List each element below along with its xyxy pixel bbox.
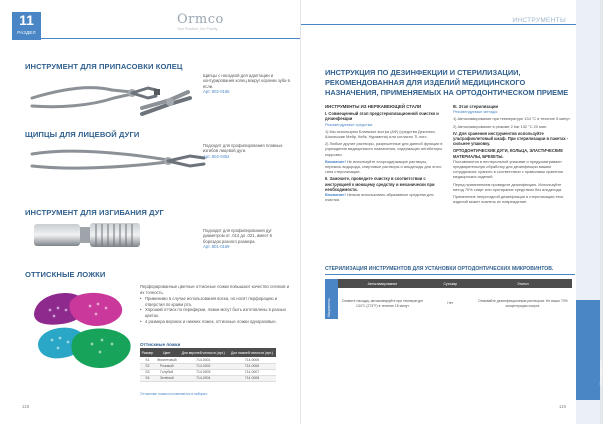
section-badge	[12, 12, 41, 40]
step1-subtitle: Рекомендуемые средства:	[325, 121, 373, 127]
table-cell: Снимите насадку, автоклавируйте при температуре 134°C (273°F) в течение 18 минут	[341, 299, 424, 308]
table-cell: S2	[140, 363, 155, 369]
band-pliers-desc-text: Щипцы с насадкой для адаптации и контурирования колец вокруг коронки зуба в ясли.	[203, 73, 290, 89]
table-row	[338, 288, 572, 319]
sterilization-title: СТЕРИЛИЗАЦИЯ ИНСТРУМЕНТОВ ДЛЯ УСТАНОВКИ ОРТОДОНТИЧЕСКИХ МИКРОВИНТОВ.	[325, 266, 554, 272]
arch-bender-art: Арт. 801-0169	[203, 244, 230, 250]
step2-title: II. Замочите, проведите очистку в соответствии с инструкцией к моющему средству и механически при необходимости.	[325, 176, 435, 192]
arch-bender-title: ИНСТРУМЕНТ ДЛЯ ИЗГИБАНИЯ ДУГ	[25, 208, 164, 217]
step3-title: III. Этап стерилизации	[453, 104, 498, 109]
table-cell: 714-0008	[228, 375, 276, 381]
step1-title: I. Совмещенный этап предстерилизационной очистки и дезинфекции	[325, 111, 439, 122]
band-pliers-desc	[203, 73, 290, 95]
ortho-item: Применение непригодной дезинфекции и стерилизации этих изделий может повлечь их повреждение.	[453, 194, 564, 205]
table-cell: 714-0002	[179, 363, 228, 369]
trays-bullet: • Хороший оттиск по периферии, ложки могут быть изготовлены в разных цветах.	[140, 307, 292, 318]
table-cell: Розовый	[155, 363, 179, 369]
chapter-title: ИНСТРУМЕНТЫ	[512, 17, 566, 24]
side-tab-active[interactable]	[576, 300, 600, 400]
facebow-pliers-photo	[28, 140, 208, 180]
table-cell: 714-0004	[179, 375, 228, 381]
section-number: 11	[19, 12, 34, 28]
sterilization-side-label: Микровинты	[327, 298, 331, 317]
logo-tagline: Your Practice. Our Priority.	[177, 27, 219, 31]
sterilization-divider	[325, 274, 575, 275]
step3-item: 1) Автоклавирование при температуре 134 °C в течение 5 минут.	[453, 116, 571, 122]
step3-item: 2) Автоклавирование в режиме 2 bar 132 °C 20 мин.	[453, 123, 548, 129]
step3-subtitle: Рекомендуемые методы:	[453, 109, 499, 115]
arch-bender-desc	[203, 228, 290, 250]
table-header-cell: Для нижней челюсти (арт.)	[228, 348, 276, 357]
table-cell: S4	[140, 375, 155, 381]
left-page	[0, 0, 300, 424]
band-pliers-detail	[140, 86, 196, 116]
trays-intro: Перфорированные цветные оттискные ложки повышают качество слепков и их точность.	[140, 284, 290, 295]
sterilization-side-label-box	[325, 279, 338, 319]
arch-bender-photo	[32, 220, 144, 250]
facebow-pliers-title: ЩИПЦЫ ДЛЯ ЛИЦЕВОЙ ДУГИ	[25, 130, 140, 139]
table-cell: 714-0001	[179, 357, 228, 363]
page-number-left: 118	[22, 404, 30, 409]
trays-bullets	[140, 296, 292, 324]
disinfection-title: ИНСТРУКЦИЯ ПО ДЕЗИНФЕКЦИИ И СТЕРИЛИЗАЦИИ, РЕКОМЕНДОВАННАЯ ДЛЯ ИЗДЕЛИЙ МЕДИЦИНСКОГО НАЗНАЧЕНИЯ, ПРИМЕНЯЕМЫХ НА ОРТОДОНТИЧЕСКОМ ПРИЕМЕ	[325, 68, 569, 97]
table-cell: S3	[140, 369, 155, 375]
step2-warning: Нельзя использовать абразивные средства для очистки.	[325, 192, 434, 203]
table-header-row	[140, 348, 276, 357]
trays-table	[140, 348, 276, 382]
trays-description	[140, 284, 292, 324]
table-cell: Отмывайте дезинфекционным раствором. Не выше 70% концентрации спирта.	[477, 299, 568, 308]
table-header-cell: Для верхней челюсти (арт.)	[179, 348, 228, 357]
facebow-pliers-art: Арт. 802-0452	[203, 153, 230, 159]
table-header-row	[338, 279, 572, 288]
table-cell: S1	[140, 357, 155, 363]
section-label: РАЗДЕЛ	[17, 30, 36, 35]
trays-bullet: • Применимо в случае использования воска, но носят перфорацию и отверстия по краям рта.	[140, 296, 292, 307]
table-cell: 714-0003	[179, 369, 228, 375]
right-page	[300, 0, 603, 424]
table-cell: 714-0007	[228, 369, 276, 375]
arch-bender-desc-text: Подходит для профилирования дуг диаметром от .014 до .021, имеет 6 бороздок разного размера.	[203, 228, 272, 244]
step1-item: 2) Любые другие растворы, разрешенные для данной функции в учреждении медицинского назначения, содержащих ингибиторы коррозии.	[325, 141, 443, 157]
table-cell: 714-0005	[228, 357, 276, 363]
band-pliers-art: Арт. 802-0165	[203, 89, 230, 95]
band-pliers-title: ИНСТРУМЕНТ ДЛЯ ПРИПАСОВКИ КОЛЕЦ	[25, 62, 183, 71]
side-tab-label: Инструменты	[598, 360, 603, 385]
table-row	[140, 375, 276, 381]
table-cell: Голубой	[155, 369, 179, 375]
table-header-cell: Автоклавирование	[338, 279, 427, 288]
table-cell: 714-0006	[228, 363, 276, 369]
table-header-cell: Размер	[140, 348, 155, 357]
table-header-cell: Сухожар	[427, 279, 474, 288]
step1-item: 1) Мы используем Бланизол экстра (АФ) (средства Деконекс, Шиольские Мейр, Кейк, Нурманни) или согласно Ti-лотс.	[325, 128, 436, 140]
table-header-cell: Цвет	[155, 348, 179, 357]
steel-heading: ИНСТРУМЕНТЫ ИЗ НЕРЖАВЕЮЩЕЙ СТАЛИ	[325, 104, 422, 109]
impression-trays-photo	[26, 284, 138, 384]
table-header-cell: Этанол	[474, 279, 572, 288]
ortho-item: Перед применением проведите дезинфекцию. Используйте метод 70% спирт или протирание средством без альдегида.	[453, 181, 563, 192]
page-number-right: 119	[558, 404, 566, 409]
step1-warning: Не используйте хлорсодержащие растворы, перекись водорода, спиртовые растворы и альдегиды для этого типа стерилизации.	[325, 158, 442, 175]
sterilization-column	[453, 104, 573, 206]
warning-label: Внимание!	[325, 158, 346, 164]
ormco-logo: Ormco	[177, 12, 224, 27]
table-cell: Нет	[447, 301, 454, 306]
steel-instruments-column	[325, 104, 443, 204]
trays-table-note: Оттискные ложки поставляются в наборах.	[140, 392, 208, 396]
table-cell: Зелёный	[155, 375, 179, 381]
ortho-heading: ОРТОДОНТИЧЕСКИЕ ДУГИ, КОЛЬЦА, ЭЛАСТИЧЕСКИЕ МАТЕРИАЛЫ, БРЕКЕТЫ.	[453, 148, 563, 159]
facebow-pliers-desc	[203, 143, 290, 159]
trays-table-title: Оттискные ложки	[140, 342, 181, 347]
table-cell: Фиолетовый	[155, 357, 179, 363]
facebow-pliers-desc-text: Подходят для профилирования плавных изгибов лицевой дуги.	[203, 143, 283, 154]
header-divider	[41, 38, 300, 39]
sterilization-table	[338, 279, 572, 319]
trays-title: ОТТИСКНЫЕ ЛОЖКИ	[25, 270, 106, 279]
trays-bullet: • 4 размера верхних и нижних ложек, оттискные ложки одноразовые.	[140, 319, 292, 325]
header-divider-right	[301, 24, 576, 25]
step4-title: IV. Для хранения инструментов используйте ультрафиолетовый шкаф. При стерилизации в пакетах - сильнее упаковку.	[453, 130, 569, 147]
warning-label: Внимание!	[325, 192, 346, 198]
ortho-item: Поставляются в нестерильной упаковке и предусматривают предварительную обработку для дезинфекции вашим сотрудником; хранить в соответствии с правилами хранения медицинских изделий.	[453, 158, 563, 180]
